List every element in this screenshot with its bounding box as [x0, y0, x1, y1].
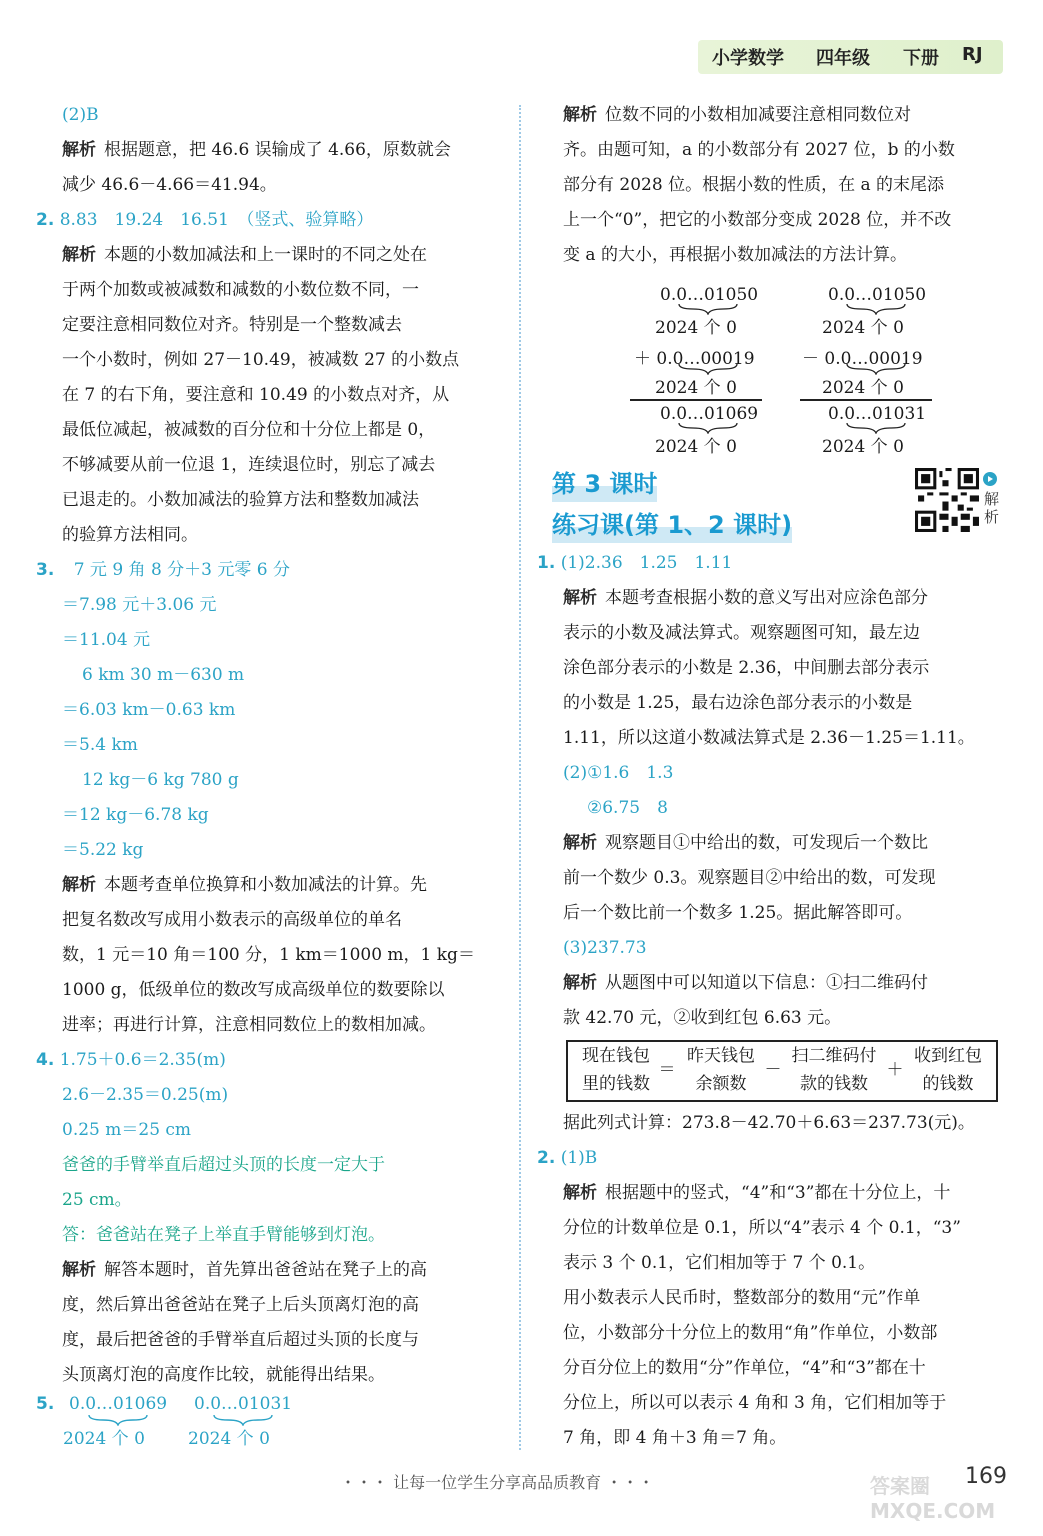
calc-caption: 2024 个 0	[655, 318, 737, 338]
text-line: 减少 46.6－4.66＝41.94。	[62, 175, 277, 195]
header-grade: 四年级	[816, 48, 870, 69]
page-number: 169	[965, 1464, 1007, 1489]
analysis-label: 解析	[62, 245, 96, 265]
text-line: 7 角，即 4 角＋3 角＝7 角。	[563, 1428, 787, 1448]
analysis-label: 解析	[563, 833, 597, 853]
text-line: 于两个加数或被减数和减数的小数位数不同，一	[62, 280, 419, 300]
watermark: 答案圈 MXQE.COM	[870, 1474, 996, 1523]
text-line: 最低位减起，被减数的百分位和十分位上都是 0，	[62, 420, 436, 440]
text-line: 部分有 2028 位。根据小数的性质，在 a 的末尾添	[563, 175, 945, 195]
analysis-label: 解析	[563, 105, 597, 125]
text-line: 的小数是 1.25，最右边涂色部分表示的小数是	[563, 693, 913, 713]
text-line: 1.11，所以这道小数减法算式是 2.36－1.25＝1.11。	[563, 728, 975, 748]
answer-line: (2)①1.6 1.3	[563, 763, 674, 783]
calc-caption: 2024 个 0	[822, 318, 904, 338]
header-volume: 下册	[903, 48, 939, 69]
calc-value: － 0.0…00019	[802, 349, 923, 369]
column-divider	[519, 105, 521, 1450]
text-line: 表示的小数及减法算式。观察题图可知，最左边	[563, 623, 920, 643]
answer-line: ②6.75 8	[587, 798, 668, 818]
calc-value: 0.0…01031	[194, 1394, 293, 1414]
sum-line	[630, 399, 762, 401]
calc-value: ＋ 0.0…00019	[634, 349, 755, 369]
play-icon	[983, 472, 997, 486]
calc-value: 0.0…01050	[828, 285, 927, 305]
answer-line: 25 cm。	[62, 1190, 132, 1210]
text-line: 把复名数改写成用小数表示的高级单位的单名	[62, 910, 402, 930]
question-2: 2. 8.83 19.24 16.51 （竖式、验算略）	[36, 210, 374, 230]
question-4: 4. 1.75＋0.6＝2.35(m)	[36, 1050, 226, 1070]
answer-line: (2)B	[62, 105, 99, 125]
calc-value: 0.0…01050	[660, 285, 759, 305]
difference-line	[800, 399, 932, 401]
analysis-label: 解析	[62, 140, 96, 160]
calc-caption: 2024 个 0	[655, 437, 737, 457]
header-subject: 小学数学	[712, 48, 784, 69]
text-line: 变 a 的大小，再根据小数加减法的方法计算。	[563, 245, 907, 265]
right-column-end	[537, 1106, 1008, 1456]
analysis-label: 解析	[563, 1183, 597, 1203]
footer-slogan: ・・・ 让每一位学生分享高品质教育 ・・・	[340, 1473, 655, 1492]
answer-line: 12 kg－6 kg 780 g	[82, 770, 239, 790]
box-operator: ＋	[886, 1060, 904, 1080]
text-line: 解析 根据题中的竖式，“4”和“3”都在十分位上，十	[563, 1183, 951, 1203]
question-2: 2. (1)B	[537, 1148, 598, 1168]
text-line: 解析 从题图中可以知道以下信息：①扫二维码付	[563, 973, 928, 993]
answer-line: 0.25 m＝25 cm	[62, 1120, 192, 1140]
answer-line: ＝12 kg－6.78 kg	[62, 805, 209, 825]
calc-result: 0.0…01031	[828, 404, 927, 424]
text-line: 解析 根据题意，把 46.6 误输成了 4.66，原数就会	[62, 140, 451, 160]
answer-line: 2.6－2.35＝0.25(m)	[62, 1085, 229, 1105]
calc-caption: 2024 个 0	[655, 378, 737, 398]
question-5-calc	[36, 1392, 306, 1452]
calc-result: 0.0…01069	[660, 404, 759, 424]
analysis-label: 解析	[563, 973, 597, 993]
text-line: 已退走的。小数加减法的验算方法和整数加减法	[62, 490, 419, 510]
calc-caption: 2024 个 0	[822, 378, 904, 398]
text-line: 据此列式计算：273.8－42.70＋6.63＝237.73(元)。	[563, 1113, 975, 1133]
header-edition: RJ	[962, 44, 983, 65]
analysis-label: 解析	[62, 875, 96, 895]
text-line: 前一个数少 0.3。观察题目②中给出的数，可发现	[563, 868, 936, 888]
text-line: 表示 3 个 0.1，它们相加等于 7 个 0.1。	[563, 1253, 876, 1273]
text-line: 的验算方法相同。	[62, 525, 198, 545]
question-number: 4.	[36, 1050, 55, 1070]
section-title-lesson: 第 3 课时	[552, 466, 657, 502]
box-operator: ＝	[658, 1060, 676, 1080]
vertical-calculations	[630, 283, 1010, 463]
question-number: 5.	[36, 1394, 55, 1414]
box-term: 现在钱包	[582, 1046, 650, 1066]
question-3: 3. 7 元 9 角 8 分＋3 元零 6 分	[36, 560, 291, 580]
box-term: 昨天钱包	[687, 1046, 755, 1066]
answer-line: 爸爸的手臂举直后超过头顶的长度一定大于	[62, 1155, 385, 1175]
answer-line: ＝7.98 元＋3.06 元	[62, 595, 217, 615]
text-line: 头顶离灯泡的高度作比较，就能得出结果。	[62, 1365, 385, 1385]
text-line: 分百分位上的数用“分”作单位，“4”和“3”都在十	[563, 1358, 926, 1378]
answer-statement: 答：爸爸站在凳子上举直手臂能够到灯泡。	[62, 1225, 385, 1245]
analysis-label: 解析	[62, 1260, 96, 1280]
right-column-top	[563, 98, 1008, 273]
box-operator: －	[764, 1060, 782, 1080]
left-column	[36, 98, 507, 1393]
text-line: 数，1 元＝10 角＝100 分，1 km＝1000 m，1 kg＝	[62, 945, 475, 965]
question-number: 1.	[537, 553, 556, 573]
text-line: 度，最后把爸爸的手臂举直后超过头顶的长度与	[62, 1330, 419, 1350]
text-line: 不够减要从前一位退 1，连续退位时，别忘了减去	[62, 455, 436, 475]
text-line: 涂色部分表示的小数是 2.36，中间删去部分表示	[563, 658, 930, 678]
question-number: 2.	[537, 1148, 556, 1168]
text-line: 解析 本题考查单位换算和小数加减法的计算。先	[62, 875, 427, 895]
text-line: 1000 g，低级单位的数改写成高级单位的数要除以	[62, 980, 445, 1000]
answer-line: 6 km 30 m－630 m	[82, 665, 245, 685]
box-term: 收到红包	[914, 1046, 982, 1066]
qr-code-icon[interactable]	[915, 468, 979, 532]
right-column-bottom	[537, 546, 1008, 1036]
text-line: 进率；再进行计算，注意相同数位上的数相加减。	[62, 1015, 436, 1035]
calc-value: 0.0…01069	[69, 1394, 168, 1414]
text-line: 一个小数时，例如 27－10.49，被减数 27 的小数点	[62, 350, 460, 370]
question-1: 1. (1)2.36 1.25 1.11	[537, 553, 733, 573]
analysis-label: 解析	[563, 588, 597, 608]
answer-line: ＝11.04 元	[62, 630, 151, 650]
text-line: 位，小数部分十分位上的数用“角”作单位，小数部	[563, 1323, 938, 1343]
calc-caption: 2024 个 0	[822, 437, 904, 457]
relationship-box	[566, 1040, 998, 1102]
question-number: 2.	[36, 210, 55, 230]
box-term: 款的钱数	[800, 1074, 868, 1094]
text-line: 解析 本题考查根据小数的意义写出对应涂色部分	[563, 588, 928, 608]
text-line: 解析 位数不同的小数相加减要注意相同数位对	[563, 105, 911, 125]
section-title-practice: 练习课(第 1、2 课时)	[552, 507, 792, 543]
box-term: 里的钱数	[582, 1074, 650, 1094]
text-line: 解析 本题的小数加减法和上一课时的不同之处在	[62, 245, 427, 265]
answer-line: (3)237.73	[563, 938, 647, 958]
box-term: 余额数	[695, 1074, 747, 1094]
text-line: 后一个数比前一个数多 1.25。据此解答即可。	[563, 903, 913, 923]
text-line: 齐。由题可知，a 的小数部分有 2027 位，b 的小数	[563, 140, 955, 160]
page-header	[698, 40, 1003, 74]
calc-caption: 2024 个 0	[188, 1429, 270, 1449]
text-line: 款 42.70 元，②收到红包 6.63 元。	[563, 1008, 842, 1028]
answer-line: ＝5.4 km	[62, 735, 138, 755]
text-line: 度，然后算出爸爸站在凳子上后头顶离灯泡的高	[62, 1295, 419, 1315]
text-line: 解析 观察题目①中给出的数，可发现后一个数比	[563, 833, 928, 853]
text-line: 定要注意相同数位对齐。特别是一个整数减去	[62, 315, 402, 335]
calc-caption: 2024 个 0	[63, 1429, 145, 1449]
text-line: 上一个“0”，把它的小数部分变成 2028 位，并不改	[563, 210, 952, 230]
box-term: 扫二维码付	[791, 1046, 877, 1066]
text-line: 分位的计数单位是 0.1，所以“4”表示 4 个 0.1，“3”	[563, 1218, 961, 1238]
text-line: 解析 解答本题时，首先算出爸爸站在凳子上的高	[62, 1260, 427, 1280]
text-line: 在 7 的右下角，要注意和 10.49 的小数点对齐，从	[62, 385, 450, 405]
text-line: 分位上，所以可以表示 4 角和 3 角，它们相加等于	[563, 1393, 947, 1413]
box-term: 的钱数	[922, 1074, 974, 1094]
answer-line: ＝5.22 kg	[62, 840, 144, 860]
qr-label: 解析	[984, 490, 1000, 526]
text-line: 用小数表示人民币时，整数部分的数用“元”作单	[563, 1288, 921, 1308]
answer-line: ＝6.03 km－0.63 km	[62, 700, 236, 720]
question-number: 3.	[36, 560, 55, 580]
